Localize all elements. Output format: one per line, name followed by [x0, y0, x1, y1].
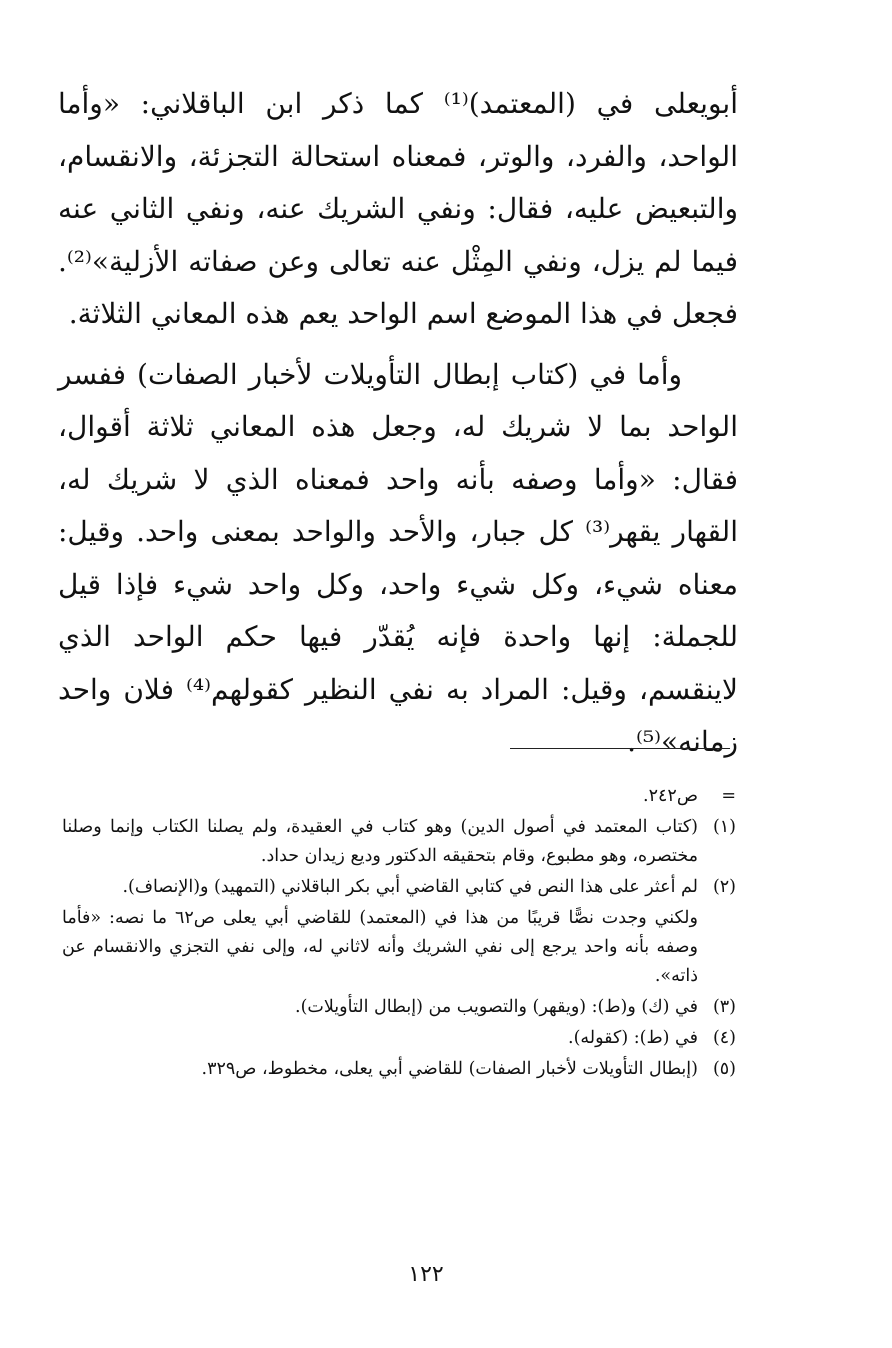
footnote-5 [62, 1055, 752, 1084]
footnote-number: (١) [712, 817, 736, 837]
footnote-number: (٣) [712, 997, 736, 1017]
footnote-text: (إبطال التأويلات لأخبار الصفات) للقاضي أبي يعلى، مخطوط، ص٣٢٩. [201, 1059, 698, 1079]
footnote-text: (كتاب المعتمد في أصول الدين) وهو كتاب في العقيدة، ولم يصلنا الكتاب وإنما وصلنا مختصره، وهو مطبوع، وقام بتحقيقه الدكتور وديع زيدان حداد. [62, 817, 698, 866]
footnote-1 [62, 813, 752, 871]
footnote-number: (٢) [712, 877, 736, 897]
footnote-carry-over [62, 782, 752, 811]
paragraph-1: أبويعلى في (المعتمد)⁽¹⁾ كما ذكر ابن الباقلاني: «وأما الواحد، والفرد، والوتر، فمعناه استحالة التجزئة، والانقسام، والتبعيض عليه، فقال: ونفي الشريك عنه، ونفي الثاني عنه فيما لم يزل، ونفي المِثْل عنه تعالى وعن صفاته الأزلية»⁽²⁾. فجعل في هذا الموضع اسم الواحد يعم هذه المعاني الثلاثة. [58, 87, 738, 330]
footnote-text: في (ك) و(ط): (ويقهر) والتصويب من (إبطال التأويلات). [295, 997, 698, 1017]
page-number: ١٢٢ [408, 1262, 444, 1287]
carry-over-marker: = [721, 786, 736, 806]
footnote-text: في (ط): (كقوله). [568, 1028, 698, 1048]
footnote-text: لم أعثر على هذا النص في كتابي القاضي أبي بكر الباقلاني (التمهيد) و(الإنصاف). [122, 877, 698, 897]
carry-over-text: ص٢٤٢. [643, 786, 698, 806]
footnote-2 [62, 873, 752, 902]
paragraph-2: وأما في (كتاب إبطال التأويلات لأخبار الصفات) ففسر الواحد بما لا شريك له، وجعل هذه المعاني ثلاثة أقوال، فقال: «وأما وصفه بأنه واحد فمعناه الذي لا شريك له، القهار يقهر⁽³⁾ كل جبار، والأحد والواحد بمعنى واحد. وقيل: معناه شيء، وكل شيء واحد، وكل واحد شيء فإذا قيل للجملة: إنها واحدة فإنه يُقدّر فيها حكم الواحد الذي لاينقسم، وقيل: المراد به نفي النظير كقولهم⁽⁴⁾ فلان واحد زمانه»⁽⁵⁾. [58, 357, 738, 758]
footnotes [62, 782, 752, 1086]
footnote-4 [62, 1024, 752, 1053]
main-text [58, 78, 738, 777]
footnote-separator [510, 748, 730, 749]
footnote-2-continuation: ولكني وجدت نصًّا قريبًا من هذا في (المعتمد) للقاضي أبي يعلى ص٦٢ ما نصه: «فأما وصفه بأنه واحد يرجع إلى نفي الشريك وأنه لاثاني له، وإلى نفي التجزي والانقسام عن ذاته». [62, 908, 698, 986]
footnote-number: (٤) [712, 1028, 736, 1048]
footnote-number: (٥) [712, 1059, 736, 1079]
footnote-3 [62, 993, 752, 1022]
